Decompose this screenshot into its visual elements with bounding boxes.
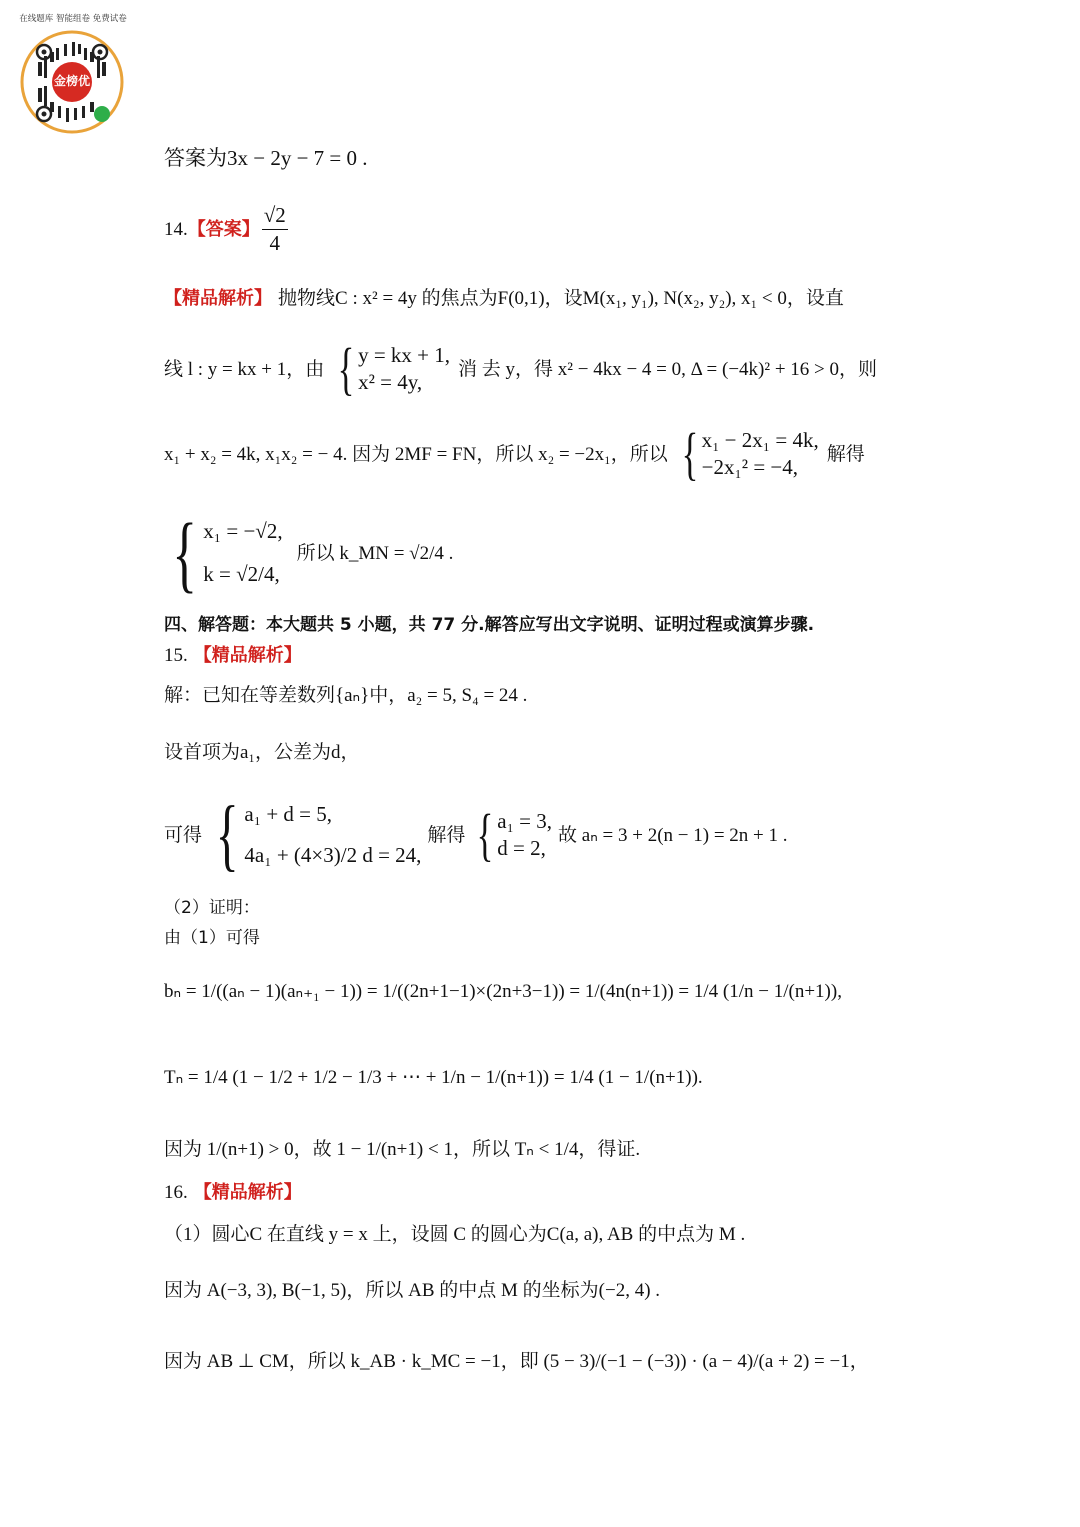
- q16-line1: （1）圆心C 在直线 y = x 上，设圆 C 的圆心为C(a, a), AB 的中点为 M .: [164, 1224, 746, 1245]
- q15-header: 15. 【精品解析】: [164, 645, 302, 666]
- analysis-tag: 【精品解析】: [164, 288, 272, 309]
- q14-system-1: { y = kx + 1, x² = 4y,: [337, 336, 451, 401]
- q15-line3: 可得 { a₁ + d = 5, 4a₁ + (4×3)/2 d = 24, 解得 { a₁ = 3, d = 2, 故 aₙ = 3 + 2(n − 1) = 2n + 1 .: [164, 791, 788, 879]
- q14-system-2: { x₁ − 2x₁ = 4k, −2x₁² = −4,: [681, 421, 819, 486]
- q14-answer: [164, 204, 290, 255]
- q15-bn-formula: bₙ = 1/((aₙ − 1)(aₙ₊₁ − 1)) = 1/((2n+1−1)×(2n+3−1)) = 1/(4n(n+1)) = 1/4 (1/n − 1/(n+1)),: [164, 981, 842, 1002]
- logo-badge: [14, 14, 130, 138]
- q14-analysis-line4: { x₁ = −√2, k = √2/4, 所以 k_MN = √2/4 .: [164, 510, 453, 596]
- section-4-header: 四、解答题：本大题共 5 小题，共 77 分.解答应写出文字说明、证明过程或演算步骤.: [164, 615, 815, 635]
- q14-answer-fraction: $\frac{√2}{4}$: [263, 203, 286, 256]
- q14-system-3: { x₁ = −√2, k = √2/4,: [172, 505, 283, 601]
- logo-center-text: 金榜优: [53, 74, 90, 88]
- q15-tn-formula: Tₙ = 1/4 (1 − 1/2 + 1/2 − 1/3 + ⋯ + 1/n − 1/(n+1)) = 1/4 (1 − 1/(n+1)).: [164, 1067, 703, 1088]
- q14-answer-tag: 【答案】: [187, 218, 260, 240]
- q15-conclusion: 因为 1/(n+1) > 0，故 1 − 1/(n+1) < 1，所以 Tₙ < 1/4，得证.: [164, 1139, 641, 1160]
- q16-line3: 因为 AB ⊥ CM，所以 k_AB · k_MC = −1，即 (5 − 3)/(−1 − (−3)) · (a − 4)/(a + 2) = −1，: [164, 1351, 869, 1372]
- q15-from-part1: 由（1）可得: [164, 928, 260, 948]
- q14-analysis-line1: 【精品解析】 抛物线C : x² = 4y 的焦点为F(0,1)，设M(x₁, y₁), N(x₂, y₂), x₁ < 0，设直: [164, 288, 844, 309]
- answer-line: 答案为3x − 2y − 7 = 0 .: [164, 146, 368, 170]
- logo-ring-text: 在线题库 智能组卷 免费试卷: [19, 14, 127, 24]
- q14-analysis-line2: 线 l : y = kx + 1，由 { y = kx + 1, x² = 4y, 消 去 y，得 x² − 4kx − 4 = 0, Δ = (−4k)² + 16 > 0，则: [164, 336, 878, 401]
- q14-analysis-line3: x₁ + x₂ = 4k, x₁x₂ = − 4. 因为 2MF = FN，所以 x₂ = −2x₁，所以 { x₁ − 2x₁ = 4k, −2x₁² = −4, 解得: [164, 421, 865, 486]
- q16-line2: 因为 A(−3, 3), B(−1, 5)，所以 AB 的中点 M 的坐标为(−2, 4) .: [164, 1280, 661, 1301]
- q14-number: 14.: [164, 219, 188, 241]
- q15-system-2: { a₁ = 3, d = 2,: [477, 802, 553, 867]
- q15-line1: 解：已知在等差数列{aₙ}中，a₂ = 5, S₄ = 24 .: [164, 685, 528, 706]
- q15-part2-heading: （2）证明：: [164, 898, 260, 918]
- q15-system-1: { a₁ + d = 5, 4a₁ + (4×3)/2 d = 24,: [215, 791, 422, 879]
- q15-line2: 设首项为a₁，公差为d，: [164, 742, 360, 763]
- q16-header: 16. 【精品解析】: [164, 1182, 302, 1203]
